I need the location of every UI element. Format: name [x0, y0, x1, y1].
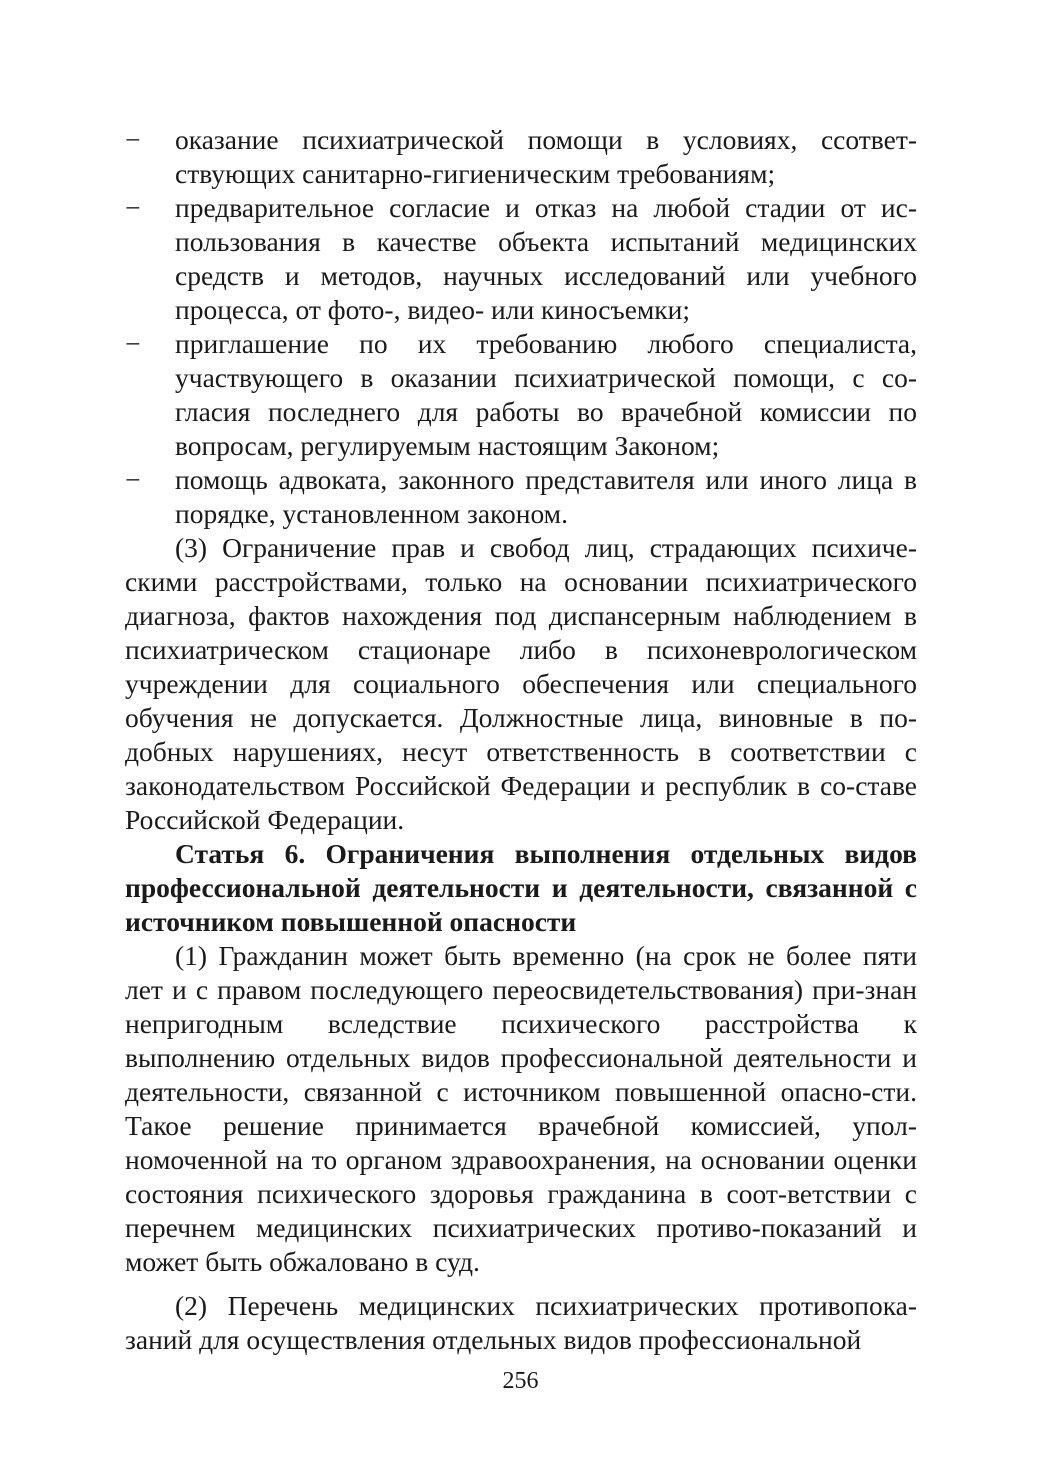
- dash-marker: −: [125, 124, 141, 155]
- article-paragraph-2: (2) Перечень медицинских психиатрических противопока-заний для осуществления отдельных видов профессиональной: [125, 1290, 917, 1355]
- rights-list: [125, 123, 917, 531]
- page-number: 256: [502, 1368, 539, 1394]
- list-item: [125, 463, 917, 531]
- list-item: [125, 191, 917, 327]
- page-body: [125, 123, 917, 1357]
- paragraph-3: (3) Ограничение прав и свобод лиц, страдающих психиче-скими расстройствами, только на основании психиатрического диагноза, фактов нахождения под диспансерным наблюдением в психиатрическом стационаре либо в психоневрологическом учреждении для социального обеспечения или специального обучения не допускается. Должностные лица, виновные в по-добных нарушениях, несут ответственность в соответствии с законодательством Российской Федерации и республик в со-ставе Российской Федерации.: [125, 532, 917, 835]
- list-item: [125, 123, 917, 191]
- list-item-text: приглашение по их требованию любого специалиста, участвующего в оказании психиатрической помощи, с со-гласия последнего для работы во врачебной комиссии по вопросам, регулируемым настоящим Законом;: [175, 328, 917, 461]
- dash-marker: −: [125, 192, 141, 223]
- article-paragraph-1: (1) Гражданин может быть временно (на срок не более пяти лет и с правом последующего переосвидетельствования) при-знан непригодным вследствие психического расстройства к выполнению отдельных видов профессиональной деятельности и деятельности, связанной с источником повышенной опасно-сти. Такое решение принимается врачебной комиссией, упол-номоченной на то органом здравоохранения, на основании оценки состояния психического здоровья гражданина в соот-ветствии с перечнем медицинских психиатрических противо-показаний и может быть обжаловано в суд.: [125, 940, 917, 1277]
- article-heading: Статья 6. Ограничения выполнения отдельных видов профессиональной деятельности и деятельности, связанной с источником повышенной опасности: [125, 838, 917, 937]
- dash-marker: −: [125, 464, 141, 495]
- list-item-text: оказание психиатрической помощи в условиях, ссответ-ствующих санитарно-гигиеническим требованиям;: [175, 124, 917, 189]
- dash-marker: −: [125, 328, 141, 359]
- list-item-text: предварительное согласие и отказ на любой стадии от ис-пользования в качестве объекта испытаний медицинских средств и методов, научных исследований или учебного процесса, от фото-, видео- или киносъемки;: [175, 192, 917, 325]
- list-item: [125, 327, 917, 463]
- list-item-text: помощь адвоката, законного представителя или иного лица в порядке, установленном законом.: [175, 464, 917, 529]
